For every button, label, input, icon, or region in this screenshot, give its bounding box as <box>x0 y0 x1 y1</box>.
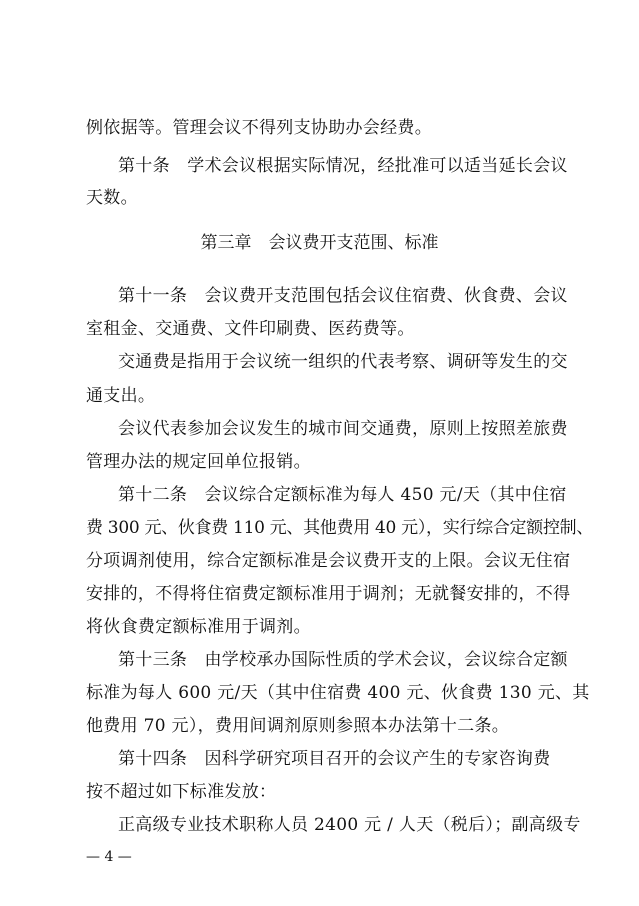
paragraph-line: 室租金、交通费、文件印刷费、医药费等。 <box>86 319 415 339</box>
paragraph-line: 按不超过如下标准发放： <box>86 782 277 802</box>
chapter-heading: 第三章 会议费开支范围、标准 <box>200 233 439 253</box>
paragraph-line: 第十三条 由学校承办国际性质的学术会议，会议综合定额 <box>118 650 568 670</box>
paragraph-line: 交通费是指用于会议统一组织的代表考察、调研等发生的交 <box>118 352 568 372</box>
paragraph-line: 例依据等。管理会议不得列支协助办会经费。 <box>86 118 432 138</box>
paragraph-line: 分项调剂使用，综合定额标准是会议费开支的上限。会议无住宿 <box>86 551 571 571</box>
paragraph-line: 将伙食费定额标准用于调剂。 <box>86 617 311 637</box>
paragraph-line: 会议代表参加会议发生的城市间交通费，原则上按照差旅费 <box>118 419 568 439</box>
page-number: — 4 — <box>86 849 132 865</box>
paragraph-line: 第十条 学术会议根据实际情况，经批准可以适当延长会议 <box>118 156 568 176</box>
paragraph-line: 管理办法的规定回单位报销。 <box>86 452 311 472</box>
paragraph-line: 费 300 元、伙食费 110 元、其他费用 40 元），实行综合定额控制、 <box>86 518 594 538</box>
paragraph-line: 通支出。 <box>86 386 156 406</box>
paragraph-line: 安排的，不得将住宿费定额标准用于调剂；无就餐安排的，不得 <box>86 584 571 604</box>
paragraph-line: 第十一条 会议费开支范围包括会议住宿费、伙食费、会议 <box>118 286 568 306</box>
paragraph-line: 天数。 <box>86 188 138 208</box>
paragraph-line: 他费用 70 元），费用间调剂原则参照本办法第十二条。 <box>86 716 510 736</box>
paragraph-line: 正高级专业技术职称人员 2400 元 / 人天（税后）；副高级专 <box>118 815 581 835</box>
paragraph-line: 标准为每人 600 元/天（其中住宿费 400 元、伙食费 130 元、其 <box>86 683 590 703</box>
paragraph-line: 第十二条 会议综合定额标准为每人 450 元/天（其中住宿 <box>118 485 567 505</box>
paragraph-line: 第十四条 因科学研究项目召开的会议产生的专家咨询费 <box>118 749 551 769</box>
